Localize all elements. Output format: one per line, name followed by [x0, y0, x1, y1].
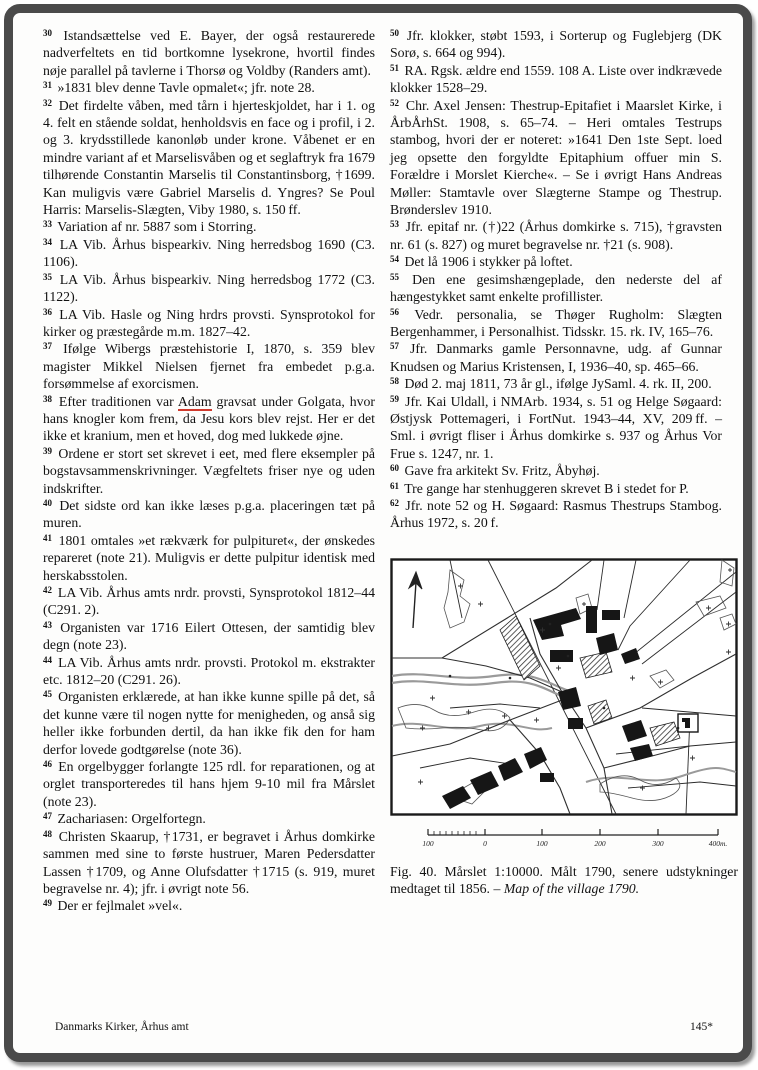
footnote-52: $^{52}$ Chr. Axel Jensen: Thestrup-Epitafiet i Maarslet Kirke, i ÅrbÅrhSt. 1908, s. 65–74. – Heri omtales Testrups stambog, hvori der er noteret: »1641 Den 1ste Sept. loed jeg opsette den forgyldte Epitaphium offuer min S. Forældre i Morslet Kierche«. – Se i øvrigt Hans Andreas Møller: Stamtavle over Slægterne Stampe og Thestrup. Brønderslev 1910.: [390, 97, 722, 218]
scale-label: 0: [483, 839, 487, 849]
figure-40: [390, 558, 738, 898]
footnote-number: 45: [43, 689, 52, 700]
footnote-number: 49: [43, 898, 52, 909]
footnotes-column-right: [390, 27, 738, 915]
footnote-37: $^{37}$ Ifølge Wibergs præstehistorie I, 1870, s. 359 blev magister Mikkel Nielsen fjernet fra embedet p.g.a. forsømmelse af exorcismen.: [43, 341, 375, 392]
footnote-number: 41: [43, 532, 52, 543]
footnote-32: $^{32}$ Det firdelte våben, med tårn i hjerteskjoldet, har i 1. og 4. felt en stående soldat, henholdsvis en face og i profil, i 2. og 3. krydsstillede kanonløb under krone. Våbenet er en mindre variant af et Marselisvåben og et seglaftryk fra 1679 tilhørende Constantin Marselis til Constantinsborg, †1699. Kan muligvis være Gabriel Marselis d. Yngres? Se Poul Harris: Marselis-Slægten, Viby 1980, s. 150 ff.: [43, 97, 375, 218]
footnote-number: 56: [390, 306, 399, 317]
footnote-55: $^{55}$ Den ene gesimshængeplade, den nederste del af hængestykket samt enkelte profillister.: [390, 271, 722, 305]
footnote-number: 44: [43, 654, 52, 665]
footnote-number: 39: [43, 445, 52, 456]
footnote-43: $^{43}$ Organisten var 1716 Eilert Ottesen, der samtidig blev degn (note 23).: [43, 619, 375, 653]
footnote-number: 37: [43, 341, 52, 352]
footnote-33: $^{33}$ Variation af nr. 5887 som i Storring.: [43, 219, 257, 235]
scale-label: 400m.: [708, 839, 728, 849]
footnote-53: $^{53}$ Jfr. epitaf nr. (†)22 (Århus domkirke s. 715), †gravsten nr. 61 (s. 827) og muret begravelse nr. †21 (s. 908).: [390, 219, 722, 252]
footnote-number: 55: [390, 271, 399, 282]
footnote-number: 52: [390, 97, 399, 108]
footnote-30: $^{30}$ Istandsættelse ved E. Bayer, der også restaurerede nadverfeltets en tid bortkomne lysekrone, hvortil findes nøje parallel på tavlerne i Thorsø og Voldby (Randers amt).: [43, 28, 375, 78]
footnote-number: 54: [390, 254, 399, 265]
footnote-number: 36: [43, 306, 52, 317]
village-map: [390, 558, 738, 816]
red-underlined-word: Adam: [177, 393, 212, 409]
scale-label: 100: [536, 839, 548, 849]
figure-caption-english: Map of the village 1790.: [503, 881, 640, 897]
footnote-49: $^{49}$ Der er fejlmalet »vel«.: [43, 898, 183, 914]
map-frame: [392, 559, 737, 814]
footnote-50: $^{50}$ Jfr. klokker, støbt 1593, i Sorterup og Fuglebjerg (DK Sorø, s. 664 og 994).: [390, 28, 722, 61]
footnote-number: 46: [43, 759, 52, 770]
footnotes-right-list: [390, 27, 722, 532]
footnote-number: 30: [43, 28, 52, 38]
footnote-51: $^{51}$ RA. Rgsk. ældre end 1559. 108 A. Liste over indkrævede klokker 1528–29.: [390, 62, 722, 96]
footnote-54: $^{54}$ Det lå 1906 i stykker på loftet.: [390, 254, 573, 270]
footnote-number: 50: [390, 28, 399, 38]
footnote-34: $^{34}$ LA Vib. Århus bispearkiv. Ning herredsbog 1690 (C3. 1106).: [43, 236, 375, 270]
footnote-36: $^{36}$ LA Vib. Hasle og Ning hrdrs provsti. Synsprotokol for kirker og præstegårde m.m. 1827–42.: [43, 306, 375, 339]
footnote-31: $^{31}$ »1831 blev denne Tavle opmalet«; jfr. note 28.: [43, 80, 315, 96]
footnote-number: 42: [43, 585, 52, 595]
figure-caption-danish: Fig. 40. Mårslet 1:10000. Målt 1790, senere udstykninger medtaget til 1856. –: [390, 863, 738, 897]
footnote-41: $^{41}$ 1801 omtales »et rækværk for pulpituret«, der ønskedes repareret (note 21). Muligvis er dette pulpitur identisk med herskabsstolen.: [43, 532, 375, 583]
figure-caption: [390, 863, 738, 899]
footnote-44: $^{44}$ LA Vib. Århus amts nrdr. provsti. Protokol m. ekstrakter etc. 1812–20 (C291. 26).: [43, 654, 375, 688]
footnote-46: $^{46}$ En orgelbygger forlangte 125 rdl. for reparationen, og at orglet transporteredes til hans hjem 9-10 mil fra Mårslet (note 23).: [43, 759, 375, 809]
footnote-number: 38: [43, 393, 52, 404]
farm-plot: [678, 714, 698, 732]
footnote-62: $^{62}$ Jfr. note 52 og H. Søgaard: Rasmus Thestrups Stambog. Århus 1972, s. 20 f.: [390, 497, 722, 531]
footnote-38: $^{38}$ Efter traditionen var Adam gravsat under Golgata, hvor hans knogler kom frem, da Jesu kors blev rejst. Her er det ikke et kranium, men et hoved, dog med lukkede øjne.: [43, 393, 375, 444]
footnote-47: $^{47}$ Zachariasen: Orgelfortegn.: [43, 811, 206, 827]
footnote-number: 34: [43, 236, 52, 247]
map-scale-bar: [390, 826, 738, 850]
footnote-number: 51: [390, 62, 399, 73]
running-title: Danmarks Kirker, Århus amt: [55, 1021, 189, 1033]
scale-label: 100: [422, 839, 434, 849]
footnote-number: 31: [43, 80, 52, 91]
footnote-42: $^{42}$ LA Vib. Århus amts nrdr. provsti, Synsprotokol 1812–44 (C291. 2).: [43, 585, 375, 618]
footnote-number: 43: [43, 619, 52, 630]
scanned-page: [4, 4, 752, 1062]
footnote-35: $^{35}$ LA Vib. Århus bispearkiv. Ning herredsbog 1772 (C3. 1122).: [43, 271, 375, 305]
scale-label: 300: [652, 839, 664, 849]
footnote-number: 35: [43, 271, 52, 282]
footnote-number: 62: [390, 497, 399, 508]
footnote-40: $^{40}$ Det sidste ord kan ikke læses p.g.a. placeringen tæt på muren.: [43, 497, 375, 531]
scale-label: 200: [594, 839, 606, 849]
page-footer: [55, 1021, 713, 1033]
footnotes-column-left: [43, 27, 375, 915]
footnote-number: 48: [43, 828, 52, 839]
footnote-59: $^{59}$ Jfr. Kai Uldall, i NMArb. 1934, s. 51 og Helge Søgaard: Østjysk Pottemageri, i FortNut. 1943–44, XV, 209 ff. – Sml. i øvrigt fliser i Århus domkirke s. 937 og Århus Vor Frue s. 1247, nr. 1.: [390, 393, 722, 461]
footnote-58: $^{58}$ Død 2. maj 1811, 73 år gl., ifølge JySaml. 4. rk. II, 200.: [390, 376, 712, 392]
footnote-57: $^{57}$ Jfr. Danmarks gamle Personnavne, udg. af Gunnar Knudsen og Marius Kristensen, I, 1936–40, sp. 465–66.: [390, 341, 722, 374]
footnote-number: 32: [43, 97, 52, 108]
footnote-number: 59: [390, 393, 399, 404]
footnote-number: 40: [43, 497, 52, 508]
footnote-number: 58: [390, 376, 399, 387]
page-number: 145*: [690, 1021, 713, 1033]
footnote-number: 33: [43, 219, 52, 230]
footnote-45: $^{45}$ Organisten erklærede, at han ikke kunne spille på det, så det kunne være til nogen nytte for menigheden, og anså sig heller ikke forbunden dertil, da han ikke fik den for ham derfor lovede godtgørelse (note 36).: [43, 689, 375, 757]
footnote-48: $^{48}$ Christen Skaarup, †1731, er begravet i Århus domkirke sammen med sine to første hustruer, Maren Pedersdatter Lassen †1709, og Anne Olufsdatter †1715 (s. 919, muret begravelse nr. 4); jfr. i øvrigt note 56.: [43, 828, 375, 896]
footnote-number: 57: [390, 341, 399, 352]
footnote-61: $^{61}$ Tre gange har stenhuggeren skrevet B i stedet for P.: [390, 480, 689, 496]
footnote-39: $^{39}$ Ordene er stort set skrevet i eet, med flere eksempler på bogstavsammenskrivninger. Vægfeltets friser nye og uden indskrifter.: [43, 445, 375, 496]
footnote-56: $^{56}$ Vedr. personalia, se Thøger Rugholm: Slægten Bergenhammer, i Personalhist. Tidsskr. 15. rk. IV, 165–76.: [390, 306, 722, 339]
footnote-number: 47: [43, 811, 52, 822]
footnote-number: 53: [390, 219, 399, 230]
page-content: [43, 27, 738, 1039]
footnote-60: $^{60}$ Gave fra arkitekt Sv. Fritz, Åbyhøj.: [390, 463, 600, 479]
footnote-number: 60: [390, 463, 399, 474]
footnote-number: 61: [390, 480, 399, 491]
